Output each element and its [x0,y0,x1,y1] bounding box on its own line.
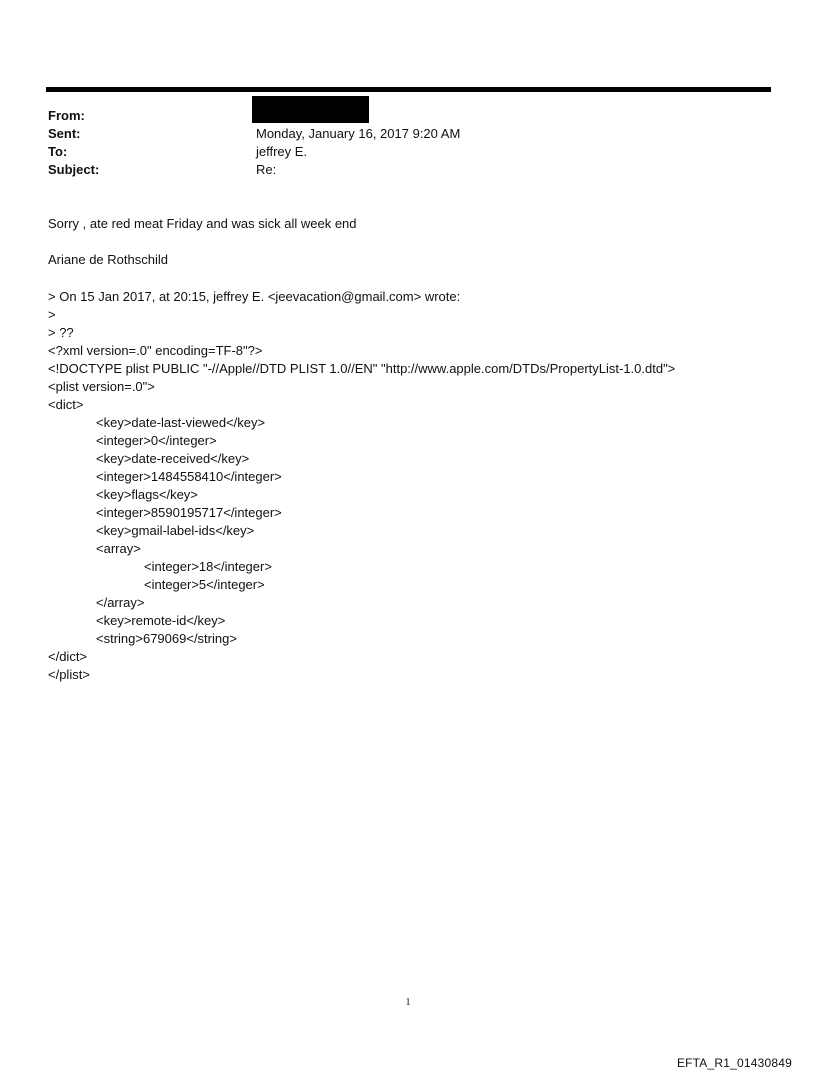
quoted-line: <dict> [48,397,84,412]
quoted-line: > [48,307,56,322]
message-text: Sorry , ate red meat Friday and was sick all week end [48,216,357,231]
subject-label: Subject: [48,162,100,177]
quoted-line: <integer>18</integer> [144,559,272,574]
quoted-line: > On 15 Jan 2017, at 20:15, jeffrey E. <jeevacation@gmail.com> wrote: [48,289,461,304]
sent-value: Monday, January 16, 2017 9:20 AM [256,126,461,141]
quoted-line: <array> [96,541,141,556]
quoted-line: <integer>8590195717</integer> [96,505,282,520]
quoted-line: <?xml version=.0" encoding=TF-8"?> [48,343,263,358]
quoted-line: <key>flags</key> [96,487,198,502]
from-label: From: [48,108,85,123]
quoted-line: <integer>1484558410</integer> [96,469,282,484]
to-label: To: [48,144,68,159]
header-rule [46,87,771,92]
quoted-line: <plist version=.0"> [48,379,155,394]
quoted-line: </dict> [48,649,88,664]
quoted-line: <!DOCTYPE plist PUBLIC "-//Apple//DTD PLIST 1.0//EN" "http://www.apple.com/DTDs/PropertyList-1.0.dtd"> [48,361,676,376]
quoted-line: <integer>0</integer> [96,433,217,448]
quoted-line: <key>date-received</key> [96,451,250,466]
quoted-message [48,288,675,684]
redaction-box [252,96,369,123]
sent-label: Sent: [48,126,81,141]
bates-number: EFTA_R1_01430849 [676,1056,792,1070]
to-value: jeffrey E. [256,144,308,159]
quoted-line: </plist> [48,667,90,682]
signature-text: Ariane de Rothschild [48,252,168,267]
quoted-line: <key>remote-id</key> [96,613,226,628]
subject-value: Re: [256,162,277,177]
page-number: 1 [405,997,411,1008]
quoted-line: <string>679069</string> [96,631,237,646]
quoted-line: </array> [96,595,145,610]
quoted-line: <integer>5</integer> [144,577,265,592]
quoted-line: <key>gmail-label-ids</key> [96,523,255,538]
quoted-line: <key>date-last-viewed</key> [96,415,266,430]
quoted-line: > ?? [48,325,74,340]
